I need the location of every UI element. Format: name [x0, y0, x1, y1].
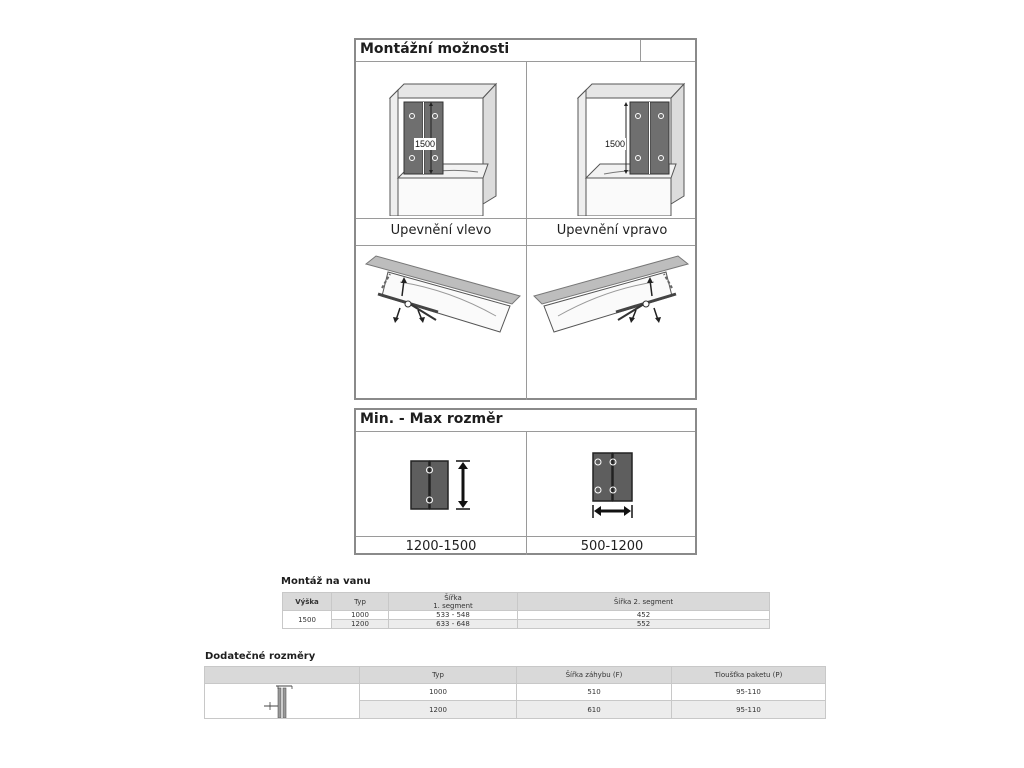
col-header-typ2: Typ — [360, 667, 517, 684]
height-range-illustration — [408, 458, 478, 514]
height-value-cell: 1500 — [283, 611, 332, 629]
top-view-right-illustration — [530, 250, 694, 350]
caption-width-range: 500-1200 — [580, 539, 644, 554]
profile-image-cell — [205, 684, 360, 719]
profile-illustration — [262, 684, 302, 718]
min-max-header — [356, 410, 695, 432]
header-empty-cell — [640, 40, 695, 61]
col-header-p: Tloušťka paketu (P) — [672, 667, 826, 684]
col-header-vyska: Výška — [283, 593, 332, 611]
table1-title: Montáž na vanu — [281, 576, 371, 587]
col-header-f: Šířka záhybu (F) — [517, 667, 672, 684]
table-row: 1200 633 - 648 552 — [283, 620, 770, 629]
table-row: 1000 510 95-110 — [205, 684, 826, 701]
mounting-options-header — [356, 40, 695, 62]
bath-mount-table — [282, 592, 770, 629]
table2-title: Dodatečné rozměry — [205, 651, 316, 662]
image-header-cell — [205, 667, 360, 684]
caption-mount-left: Upevnění vlevo — [390, 223, 492, 238]
col-header-sirka1: Šířka 1. segment — [389, 593, 518, 611]
mounting-options-title: Montážní možnosti — [360, 41, 510, 57]
caption-height-range: 1200-1500 — [405, 539, 477, 554]
col-header-sirka2: Šířka 2. segment — [518, 593, 770, 611]
mount-left-illustration — [378, 78, 518, 216]
min-max-panel — [354, 408, 697, 555]
mounting-options-panel — [354, 38, 697, 400]
table-row: 1500 1000 533 - 548 452 — [283, 611, 770, 620]
top-view-left-illustration — [360, 250, 524, 350]
col-header-typ: Typ — [332, 593, 389, 611]
mount-right-dimension: 1500 — [604, 139, 626, 149]
mount-right-illustration — [556, 78, 696, 216]
min-max-title: Min. - Max rozměr — [360, 411, 503, 427]
table-row: 1200 610 95-110 — [205, 701, 826, 719]
width-range-illustration — [588, 450, 644, 520]
mount-left-dimension: 1500 — [414, 139, 436, 149]
additional-dimensions-table — [204, 666, 826, 719]
caption-mount-right: Upevnění vpravo — [556, 223, 668, 238]
